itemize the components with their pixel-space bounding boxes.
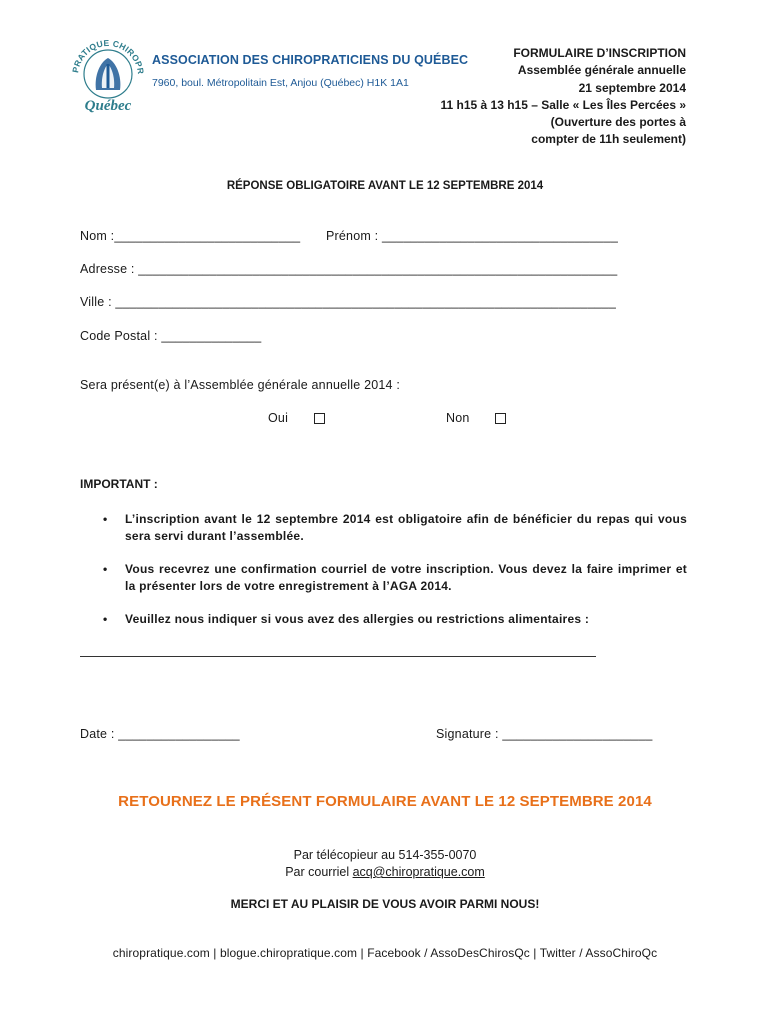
event-date: 21 septembre 2014 — [578, 80, 686, 95]
code-postal-field[interactable]: Code Postal : ______________ — [80, 329, 262, 343]
footer-links: chiropratique.com | blogue.chiropratique.com | Facebook / AssoDesChirosQc | Twitter / AssoChiroQc — [112, 946, 658, 960]
event-doors-line2: compter de 11h seulement) — [531, 132, 686, 147]
prenom-field[interactable]: Prénom : _________________________________ — [326, 229, 618, 243]
list-item: • L’inscription avant le 12 septembre 2014 est obligatoire afin de bénéficier du repas qui vous sera servi durant l’assemblée. — [103, 512, 687, 543]
nom-field[interactable]: Nom :__________________________ — [80, 229, 301, 243]
event-details — [440, 45, 686, 149]
required-response-notice: RÉPONSE OBLIGATOIRE AVANT LE 12 SEPTEMBRE 2014 — [226, 180, 544, 192]
logo-quebec-text: Québec — [84, 98, 132, 114]
important-list — [80, 511, 687, 628]
oui-option[interactable] — [268, 411, 325, 425]
email-link[interactable]: acq@chiropratique.com — [352, 865, 485, 879]
oui-checkbox[interactable] — [314, 413, 325, 424]
non-checkbox[interactable] — [495, 413, 506, 424]
allergies-answer-line[interactable] — [80, 656, 596, 657]
event-name: Assemblée générale annuelle — [517, 63, 686, 78]
oui-label: Oui — [268, 411, 289, 425]
return-deadline-notice: RETOURNEZ LE PRÉSENT FORMULAIRE AVANT LE 12 SEPTEMBRE 2014 — [118, 793, 652, 810]
bullet-icon: • — [103, 562, 108, 576]
thanks-message: MERCI ET AU PLAISIR DE VOUS AVOIR PARMI NOUS! — [230, 897, 540, 911]
non-option[interactable] — [446, 411, 506, 425]
bullet-icon: • — [103, 612, 108, 626]
adresse-field[interactable]: Adresse : ___________________________________________________________________ — [80, 262, 618, 276]
date-field[interactable]: Date : _________________ — [80, 727, 240, 741]
event-doors-line1: (Ouverture des portes à — [550, 115, 686, 130]
organization-address: 7960, boul. Métropolitain Est, Anjou (Québec) H1K 1A1 — [152, 77, 409, 89]
email-line: Par courriel acq@chiropratique.com — [285, 865, 485, 879]
event-time-room: 11 h15 à 13 h15 – Salle « Les Îles Percées » — [440, 97, 686, 112]
list-item: • Vous recevrez une confirmation courriel de votre inscription. Vous devez la faire imprimer et la présenter lors de votre enregistrement à l’AGA 2014. — [103, 562, 687, 593]
list-item: • Veuillez nous indiquer si vous avez des allergies ou restrictions alimentaires : — [103, 612, 590, 626]
logo-arc-text: PRATIQUE CHIROPR — [70, 37, 147, 75]
organization-name: ASSOCIATION DES CHIROPRATICIENS DU QUÉBEC — [152, 53, 469, 67]
form-title: FORMULAIRE D’INSCRIPTION — [513, 46, 686, 60]
attendance-question: Sera présent(e) à l’Assemblée générale annuelle 2014 : — [80, 378, 401, 392]
non-label: Non — [446, 411, 470, 425]
signature-field[interactable]: Signature : _____________________ — [436, 727, 653, 741]
contact-info — [0, 847, 770, 881]
bullet-icon: • — [103, 512, 108, 526]
important-title: IMPORTANT : — [80, 477, 158, 491]
logo-emblem-icon — [66, 30, 150, 114]
association-logo — [66, 30, 150, 114]
fax-line: Par télécopieur au 514-355-0070 — [293, 848, 477, 862]
ville-field[interactable]: Ville : ______________________________________________________________________ — [80, 295, 617, 309]
